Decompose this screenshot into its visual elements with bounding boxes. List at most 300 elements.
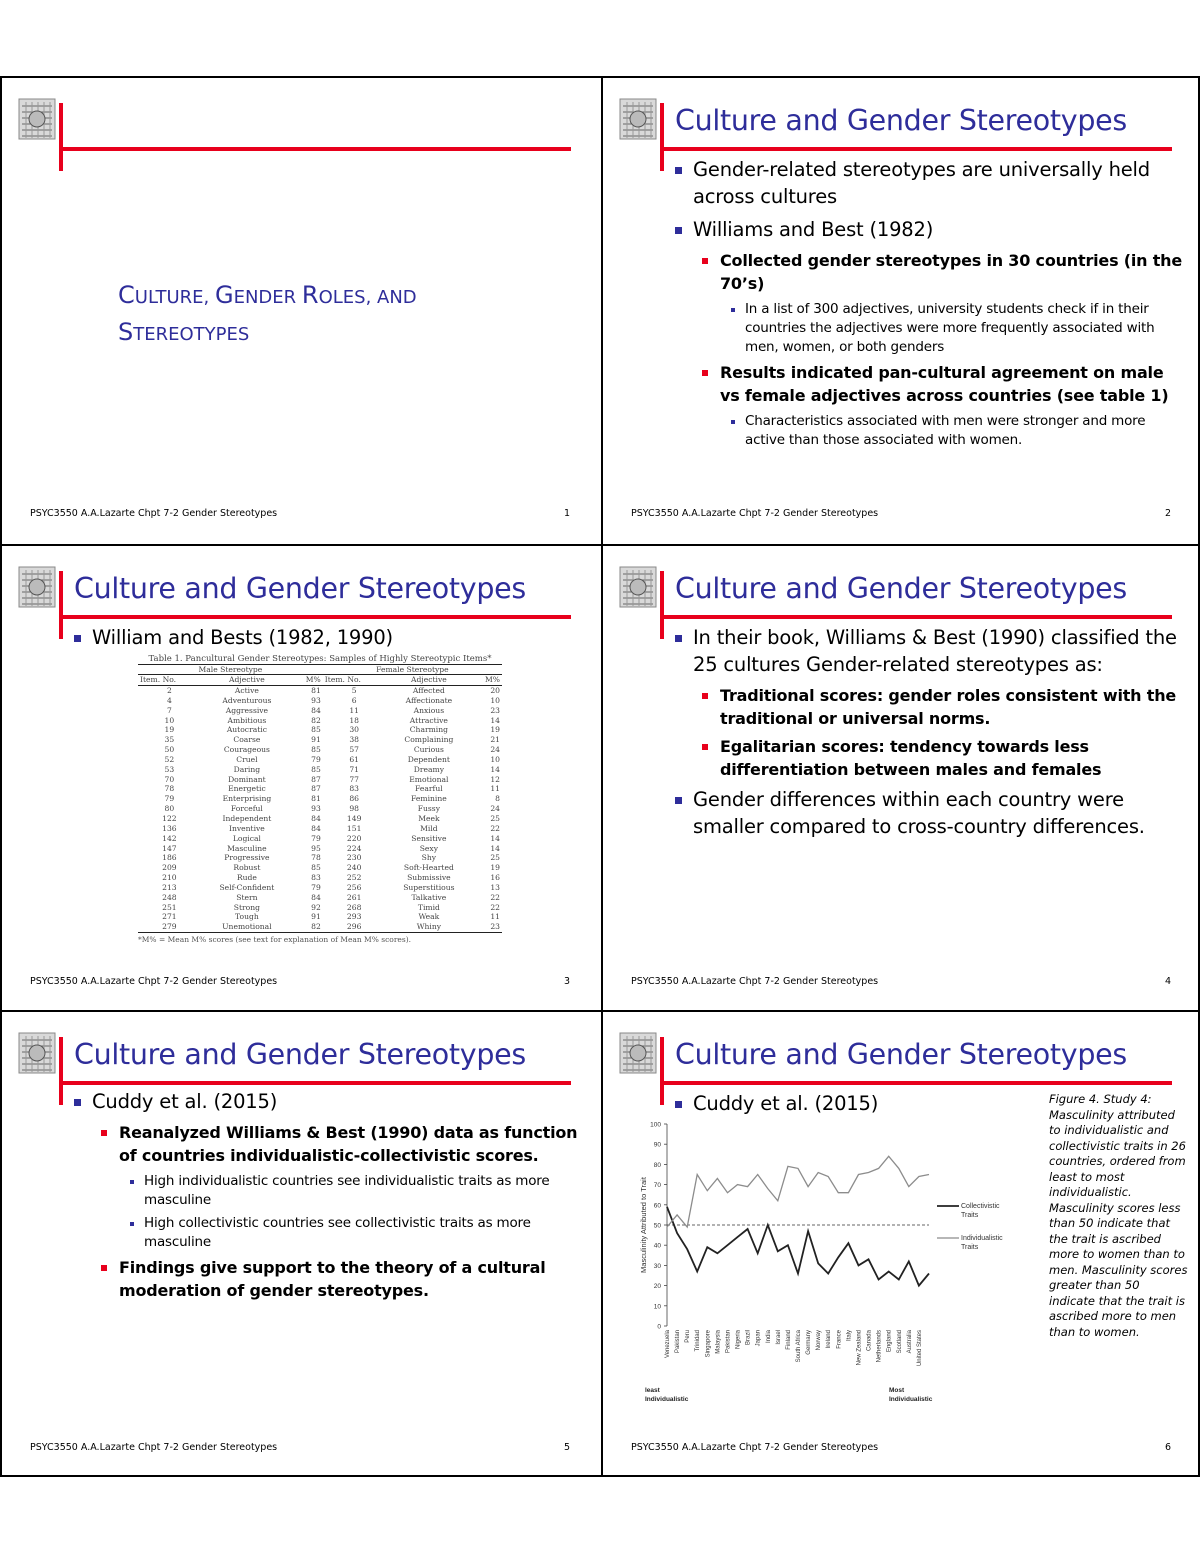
table-cell: Ambitious	[227, 715, 267, 725]
table-cell: 240	[346, 863, 362, 873]
x-tick-label: New Zealand	[856, 1330, 863, 1366]
x-tick-label: Japan	[755, 1330, 762, 1347]
table-row	[138, 784, 502, 794]
y-tick-label: 90	[653, 1141, 661, 1149]
table-cell: Forceful	[230, 804, 263, 814]
accent-horizontal-bar	[660, 147, 1172, 151]
slide-title: Culture and Gender Stereotypes	[675, 1038, 1127, 1071]
slide-5	[2, 1012, 600, 1478]
table-cell: 14	[490, 715, 500, 725]
table-cell: Rude	[236, 873, 257, 883]
table-cell: 20	[490, 686, 500, 695]
table-cell: 293	[346, 912, 362, 922]
x-tick-label: United States	[916, 1330, 923, 1367]
table-row	[138, 922, 502, 932]
x-tick-label: Venezuela	[665, 1330, 671, 1359]
table-cell: Soft-Hearted	[403, 863, 454, 873]
table-cell: Feminine	[411, 794, 447, 804]
table-cell: 24	[490, 745, 500, 755]
table-cell: Shy	[421, 853, 437, 863]
table-row	[138, 912, 502, 922]
table-cell: 261	[346, 892, 362, 902]
slide-footer: PSYC3550 A.A.Lazarte Chpt 7-2 Gender Stereotypes	[30, 508, 278, 519]
table-cell: 122	[162, 813, 177, 823]
table-cell: 77	[349, 774, 359, 784]
table-cell: 151	[346, 823, 362, 833]
table-row	[138, 853, 502, 863]
table-cell: 230	[346, 853, 362, 863]
slide-4	[603, 546, 1200, 1012]
table-cell: 186	[162, 853, 177, 863]
table-cell: Curious	[413, 745, 444, 755]
slide-body	[74, 624, 584, 657]
table-row	[138, 716, 502, 726]
accent-horizontal-bar	[59, 1081, 571, 1085]
table-cell: Submissive	[407, 873, 451, 883]
table-cell: 82	[293, 922, 323, 932]
table-cell: Stern	[236, 892, 258, 902]
table-cell: 252	[346, 873, 362, 883]
table-cell: 85	[311, 863, 321, 873]
table-cell: 78	[164, 784, 175, 794]
table-cell: 19	[490, 725, 500, 735]
figure-caption: Figure 4. Study 4: Masculinity attributed to individualistic and collectivistic traits in 26 countries, ordered from least to most individualistic. Masculinity scores less than 50 indicate that the trait is ascribed more to women than to men. Masculinity scores greater than 50 indicate that the trait is ascribed more to men than to women.	[1049, 1092, 1188, 1339]
column-header: Adjective	[386, 675, 473, 686]
table-row	[138, 745, 502, 755]
table-cell: 30	[349, 725, 359, 735]
accent-vertical-bar	[660, 103, 664, 171]
university-logo-icon	[18, 98, 56, 140]
slide-title: Culture and Gender Stereotypes	[74, 1038, 526, 1071]
x-tick-label: Trinidad	[695, 1330, 702, 1352]
table-group-header: Female Stereotype	[323, 665, 502, 675]
x-tick-label: Australia	[906, 1330, 913, 1354]
x-tick-label: England	[886, 1330, 893, 1353]
table-cell: 10	[490, 754, 500, 764]
table-cell: 2	[166, 686, 172, 695]
table-cell: 142	[162, 833, 177, 843]
table-cell: 279	[138, 922, 201, 932]
table-row	[138, 844, 502, 854]
y-tick-label: 70	[653, 1182, 661, 1190]
table-cell: 19	[164, 725, 175, 735]
bullet: Cuddy et al. (2015)	[675, 1090, 1185, 1117]
table-cell: Weak	[418, 912, 440, 922]
table-cell: 6	[351, 695, 357, 705]
x-tick-label: Ireland	[826, 1330, 833, 1349]
university-logo-icon	[18, 1032, 56, 1074]
table-cell: 248	[162, 892, 177, 902]
table-cell: 35	[164, 735, 175, 745]
table-cell: 209	[162, 863, 177, 873]
table-cell: Strong	[233, 902, 260, 912]
accent-vertical-bar	[59, 103, 63, 171]
table-cell: Sexy	[419, 843, 439, 853]
table-cell: 18	[349, 715, 359, 725]
table-cell: 14	[490, 764, 500, 774]
table-row	[138, 814, 502, 824]
title-cap: G	[214, 281, 234, 309]
page-number: 4	[1164, 976, 1171, 987]
legend-label: Traits	[961, 1212, 979, 1219]
table-cell: 210	[162, 873, 177, 883]
slide-body	[675, 624, 1185, 846]
table-row	[138, 686, 502, 696]
title-word: ULTURE,	[134, 287, 215, 308]
title-word: OLES, AND	[318, 287, 417, 308]
page-number: 2	[1164, 508, 1171, 519]
y-tick-label: 0	[657, 1323, 661, 1331]
table-cell: Fussy	[417, 804, 440, 814]
series-line	[667, 1207, 929, 1286]
y-tick-label: 30	[653, 1262, 661, 1270]
page-number: 5	[563, 1442, 570, 1453]
table-cell: 271	[162, 912, 177, 922]
table-cell: Logical	[232, 833, 261, 843]
x-tick-label: Canada	[866, 1330, 873, 1352]
table-cell: Energetic	[228, 784, 266, 794]
table-cell: Tough	[235, 912, 259, 922]
sub-sub-bullet: Characteristics associated with men were stronger and more active than those associated with women.	[675, 412, 1185, 450]
table-cell: 84	[311, 813, 321, 823]
table-cell: 25	[490, 853, 500, 863]
x-tick-label: Brazil	[745, 1330, 752, 1346]
table-cell: 79	[311, 754, 321, 764]
y-tick-label: 60	[653, 1202, 661, 1210]
table-cell: Dreamy	[413, 764, 444, 774]
series-line	[667, 1156, 929, 1227]
table-cell: 81	[311, 686, 321, 695]
x-right-extreme-label: Most	[889, 1387, 905, 1394]
table-cell: 25	[490, 813, 500, 823]
accent-horizontal-bar	[59, 147, 571, 151]
bullet: In their book, Williams & Best (1990) classified the 25 cultures Gender-related stereotypes as:	[675, 624, 1185, 678]
column-header: M%	[293, 675, 323, 686]
sub-bullet: Findings give support to the theory of a cultural moderation of gender stereotypes.	[74, 1256, 584, 1302]
x-tick-label: Italy	[846, 1330, 853, 1342]
y-tick-label: 50	[653, 1222, 661, 1230]
slide-title: Culture and Gender Stereotypes	[675, 104, 1127, 137]
stereotype-table	[138, 664, 502, 933]
university-logo-icon	[619, 1032, 657, 1074]
university-logo-icon	[619, 98, 657, 140]
table-cell: 91	[311, 735, 321, 745]
table-cell: 86	[349, 794, 359, 804]
table-row	[138, 873, 502, 883]
table-cell: Sensitive	[411, 833, 447, 843]
y-axis-label: Masculinity Attributed to Trait	[639, 1177, 648, 1273]
page-number: 3	[563, 976, 570, 987]
table-caption: Table 1. Pancultural Gender Stereotypes: Samples of Highly Stereotypic Items*	[148, 654, 492, 664]
accent-vertical-bar	[59, 1037, 63, 1105]
x-tick-label: Malaysia	[715, 1330, 722, 1354]
x-tick-label: Pakistan	[675, 1330, 682, 1354]
table-cell: 70	[164, 774, 175, 784]
title-cap: S	[118, 318, 134, 346]
table-cell: Affected	[412, 686, 445, 695]
table-cell: 14	[490, 833, 500, 843]
table-cell: Inventive	[228, 823, 265, 833]
column-header: M%	[472, 675, 502, 686]
table-row	[138, 883, 502, 893]
title-word: TEREOTYPES	[133, 324, 250, 345]
table-cell: 79	[311, 833, 321, 843]
table-cell: 78	[311, 853, 321, 863]
y-tick-label: 20	[653, 1283, 661, 1291]
table-cell: Charming	[409, 725, 448, 735]
bullet: Cuddy et al. (2015)	[74, 1088, 584, 1115]
slide-1	[2, 78, 600, 544]
y-tick-label: 100	[650, 1121, 661, 1129]
table-cell: 57	[349, 745, 359, 755]
x-tick-label: India	[765, 1330, 772, 1344]
table-cell: Fearful	[415, 784, 443, 794]
table-row	[138, 824, 502, 834]
table-row	[138, 775, 502, 785]
slide-title: Culture and Gender Stereotypes	[675, 572, 1127, 605]
column-header: Item. No.	[323, 675, 386, 686]
table-cell: 14	[490, 843, 500, 853]
table-cell: 24	[490, 804, 500, 814]
accent-horizontal-bar	[59, 615, 571, 619]
accent-vertical-bar	[59, 571, 63, 639]
table-cell: Mild	[420, 823, 438, 833]
table-cell: 13	[490, 882, 500, 892]
table-cell: 38	[349, 735, 359, 745]
table-cell: 296	[323, 922, 386, 932]
x-tick-label: Peru	[685, 1330, 692, 1343]
x-tick-label: Scotland	[896, 1330, 903, 1354]
slide-footer: PSYC3550 A.A.Lazarte Chpt 7-2 Gender Stereotypes	[30, 1442, 278, 1453]
table-cell: 22	[490, 902, 500, 912]
table-cell: 83	[349, 784, 359, 794]
table-cell: Attractive	[409, 715, 448, 725]
table-cell: 10	[164, 715, 175, 725]
accent-vertical-bar	[660, 1037, 664, 1105]
table-cell: Aggressive	[225, 705, 269, 715]
slide-2	[603, 78, 1200, 544]
university-logo-icon	[619, 566, 657, 608]
table-row	[138, 735, 502, 745]
table-row	[138, 903, 502, 913]
table-cell: 87	[311, 774, 321, 784]
table-cell: 79	[311, 882, 321, 892]
table-cell: 83	[311, 873, 321, 883]
table-cell: 4	[166, 695, 172, 705]
table-cell: 220	[346, 833, 362, 843]
table-cell: 256	[346, 882, 362, 892]
table-cell: 213	[162, 882, 177, 892]
table-cell: 53	[164, 764, 175, 774]
table-row	[138, 765, 502, 775]
y-tick-label: 80	[653, 1161, 661, 1169]
page-number: 6	[1164, 1442, 1171, 1453]
table-cell: Progressive	[224, 853, 270, 863]
table-cell: Unemotional	[201, 922, 293, 932]
accent-horizontal-bar	[660, 615, 1172, 619]
slide-3	[2, 546, 600, 1012]
table-cell: Meek	[418, 813, 440, 823]
table-row	[138, 863, 502, 873]
table-cell: 79	[164, 794, 175, 804]
table-cell: 11	[349, 705, 359, 715]
table-cell: Independent	[222, 813, 272, 823]
table-note: *M% = Mean M% scores (see text for explanation of Mean M% scores).	[138, 935, 411, 945]
x-tick-label: Netherlands	[876, 1330, 883, 1363]
table-cell: Cruel	[236, 754, 258, 764]
table-cell: 91	[311, 912, 321, 922]
table-cell: Adventurous	[222, 695, 272, 705]
table-cell: 23	[472, 922, 502, 932]
sub-sub-bullet: High collectivistic countries see collectivistic traits as more masculine	[74, 1214, 584, 1252]
accent-horizontal-bar	[660, 1081, 1172, 1085]
legend-label: Traits	[961, 1244, 979, 1251]
table-cell: 95	[311, 843, 321, 853]
table-cell: 80	[164, 804, 175, 814]
table-cell: 87	[311, 784, 321, 794]
table-cell: 7	[166, 705, 172, 715]
university-logo-icon	[18, 566, 56, 608]
table-cell: Superstitious	[403, 882, 455, 892]
x-tick-label: South Africa	[796, 1330, 802, 1363]
table-cell: Enterprising	[222, 794, 272, 804]
table-cell: 52	[164, 754, 175, 764]
accent-vertical-bar	[660, 571, 664, 639]
x-tick-label: Singapore	[705, 1330, 712, 1358]
sub-sub-bullet: High individualistic countries see individualistic traits as more masculine	[74, 1172, 584, 1210]
x-tick-label: Finland	[785, 1330, 792, 1350]
table-cell: 23	[490, 705, 500, 715]
x-tick-label: Nigeria	[735, 1330, 742, 1350]
table-cell: 10	[490, 695, 500, 705]
table-row	[138, 834, 502, 844]
table-cell: 5	[351, 686, 357, 695]
table-cell: Anxious	[413, 705, 445, 715]
slide-footer: PSYC3550 A.A.Lazarte Chpt 7-2 Gender Stereotypes	[631, 976, 879, 987]
sub-bullet: Traditional scores: gender roles consistent with the traditional or universal norms.	[675, 684, 1185, 730]
table-cell: 224	[346, 843, 362, 853]
table-cell: 81	[311, 794, 321, 804]
masculinity-line-chart	[637, 1116, 1047, 1416]
table-cell: 11	[490, 784, 500, 794]
slide-footer: PSYC3550 A.A.Lazarte Chpt 7-2 Gender Stereotypes	[30, 976, 278, 987]
table-cell: 85	[311, 745, 321, 755]
table-cell: 147	[162, 843, 177, 853]
x-tick-label: France	[836, 1330, 843, 1349]
table-row	[138, 755, 502, 765]
bullet: Williams and Best (1982)	[675, 216, 1185, 243]
x-left-extreme-label: least	[645, 1387, 660, 1394]
table-row	[138, 804, 502, 814]
table-cell: 8	[495, 794, 500, 804]
table-group-header: Male Stereotype	[138, 665, 323, 675]
bullet: Gender differences within each country were smaller compared to cross-country differences.	[675, 786, 1185, 840]
table-row	[138, 794, 502, 804]
x-tick-label: Norway	[816, 1330, 823, 1351]
table-cell: Robust	[233, 863, 261, 873]
legend-label: Collectivistic	[961, 1203, 1000, 1210]
title-cap: R	[301, 281, 319, 309]
table-cell: 268	[346, 902, 362, 912]
y-tick-label: 10	[653, 1303, 661, 1311]
table-cell: Affectionate	[405, 695, 453, 705]
table-cell: Dominant	[228, 774, 266, 784]
table-cell: 98	[349, 804, 359, 814]
table-row	[138, 696, 502, 706]
table-cell: Active	[234, 686, 259, 695]
table-cell: 50	[164, 745, 175, 755]
table-cell: 92	[311, 902, 321, 912]
table-cell: 85	[311, 764, 321, 774]
table-cell: 61	[349, 754, 359, 764]
bullet: Gender-related stereotypes are universally held across cultures	[675, 156, 1185, 210]
sub-bullet: Reanalyzed Williams & Best (1990) data as function of countries individualistic-collectivistic scores.	[74, 1121, 584, 1167]
table-cell: 84	[311, 823, 321, 833]
legend-label: Individualistic	[961, 1235, 1003, 1242]
table-cell: Dependent	[407, 754, 450, 764]
table-cell: Autocratic	[226, 725, 267, 735]
y-tick-label: 40	[653, 1242, 661, 1250]
table-body	[138, 686, 502, 933]
column-header: Adjective	[201, 675, 293, 686]
table-cell: 22	[490, 892, 500, 902]
table-cell: 84	[311, 892, 321, 902]
table-row	[138, 725, 502, 735]
table-cell: Daring	[233, 764, 261, 774]
table-cell: Masculine	[227, 843, 267, 853]
table-cell: 12	[490, 774, 500, 784]
table-cell: 85	[311, 725, 321, 735]
table-row	[138, 893, 502, 903]
table-cell: Courageous	[223, 745, 270, 755]
table-cell: 22	[490, 823, 500, 833]
slide-footer: PSYC3550 A.A.Lazarte Chpt 7-2 Gender Stereotypes	[631, 508, 879, 519]
table-cell: 136	[162, 823, 177, 833]
table-cell: 93	[311, 695, 321, 705]
table-cell: Coarse	[233, 735, 261, 745]
table-row	[138, 706, 502, 716]
x-tick-label: Israel	[775, 1330, 782, 1345]
table-cell: 251	[162, 902, 177, 912]
table-cell: 21	[490, 735, 500, 745]
sub-bullet: Results indicated pan-cultural agreement on male vs female adjectives across countries (see table 1)	[675, 361, 1185, 407]
page-number: 1	[563, 508, 570, 519]
table-cell: 149	[346, 813, 362, 823]
x-tick-label: Germany	[806, 1330, 813, 1355]
slide-body	[675, 156, 1185, 454]
sub-sub-bullet: In a list of 300 adjectives, university students check if in their countries the adjectives were more frequently associated with men, women, or both genders	[675, 300, 1185, 357]
table-cell: 71	[349, 764, 359, 774]
slide-footer: PSYC3550 A.A.Lazarte Chpt 7-2 Gender Stereotypes	[631, 1442, 879, 1453]
slide-6	[603, 1012, 1200, 1478]
title-cap: C	[118, 281, 135, 309]
table-cell: 19	[490, 863, 500, 873]
table-cell: Complaining	[404, 735, 454, 745]
column-header: Item. No.	[138, 675, 201, 686]
table-cell: Emotional	[409, 774, 449, 784]
slide-body	[74, 1088, 584, 1307]
table-cell: 11	[490, 912, 500, 922]
x-left-extreme-label: Individualistic	[645, 1396, 689, 1403]
bullet: William and Bests (1982, 1990)	[74, 624, 584, 651]
table-cell: Self-Confident	[219, 882, 275, 892]
table-cell: 82	[311, 715, 321, 725]
title-word: ENDER	[233, 287, 302, 308]
slide-title: Culture and Gender Stereotypes	[74, 572, 526, 605]
slide-title	[118, 278, 417, 352]
table-cell: Talkative	[411, 892, 447, 902]
table-cell: Timid	[417, 902, 440, 912]
